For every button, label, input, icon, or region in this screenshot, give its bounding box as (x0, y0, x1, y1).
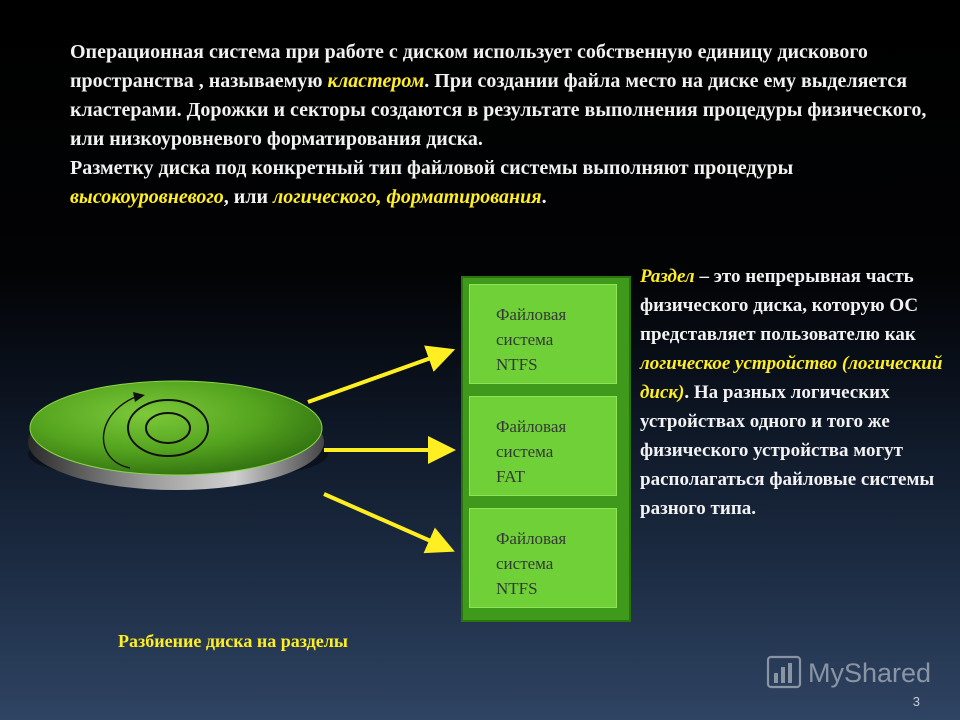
chart-logo-icon (766, 655, 802, 691)
intro-paragraph-1: Операционная система при работе с диском использует собственную единицу дискового пространства , называемую кластером. При создании файла место на диске ему выделяется кластерами. Дорожки и секторы создаются в результате выполнения процедуры физического, или низкоуровневого форматирования диска. (70, 41, 927, 150)
term-logical-device: логическое устройство (логический диск) (640, 353, 943, 403)
partition-2: Файловая система FAT (469, 396, 617, 496)
partition-definition: Раздел – это непрерывная часть физического диска, которую ОС представляет пользователю как логическое устройство (логический диск). На разных логических устройствах одного и того же физического устройства могут располагаться файловые системы разного типа. (640, 266, 943, 519)
intro-paragraph-2: Разметку диска под конкретный тип файловой системы выполняют процедуры высокоуровневого, или логического, форматирования. (70, 157, 794, 208)
term-high-level: высокоуровневого (70, 186, 224, 208)
figure-caption: Разбиение диска на разделы (118, 631, 348, 651)
partition-1: Файловая система NTFS (469, 284, 617, 384)
term-partition: Раздел (640, 266, 695, 287)
partition-3: Файловая система NTFS (469, 508, 617, 608)
brand-name: MyShared (808, 657, 932, 688)
slide-number: 3 (912, 694, 920, 709)
term-logical-format: логического, форматирования (273, 186, 542, 208)
arrows (300, 330, 470, 570)
disk-surface (30, 381, 322, 475)
intro-text (70, 38, 930, 212)
arrow-to-partition-1 (308, 354, 442, 402)
arrow-to-partition-3 (324, 494, 442, 546)
partition-stack (461, 276, 631, 622)
watermark (766, 653, 931, 693)
disk-illustration (0, 330, 340, 500)
term-cluster: кластером (327, 70, 425, 92)
